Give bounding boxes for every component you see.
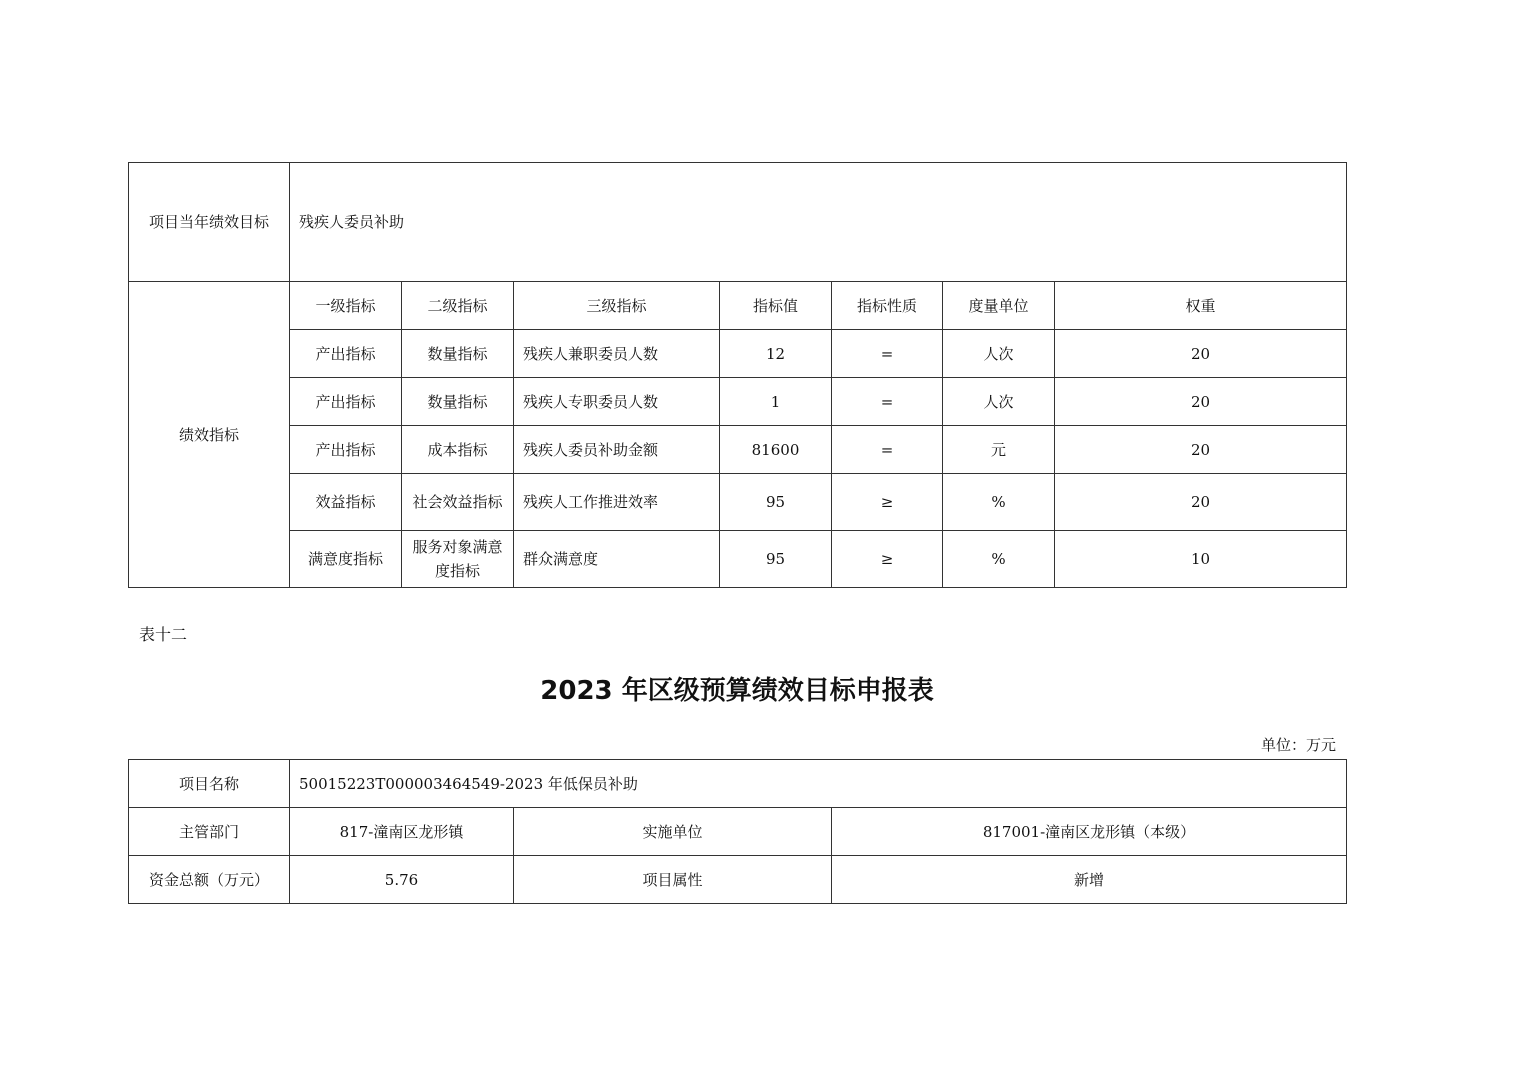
table-cell: 20: [1055, 426, 1347, 474]
table-cell: =: [832, 378, 943, 426]
table-cell: 20: [1055, 330, 1347, 378]
goal-row: [129, 163, 1347, 282]
header-cell: 三级指标: [514, 282, 720, 330]
table-cell: 95: [720, 531, 832, 588]
attr-value: 新增: [832, 856, 1347, 904]
table-cell: 人次: [943, 330, 1055, 378]
fund-value: 5.76: [290, 856, 514, 904]
header-cell: 一级指标: [290, 282, 402, 330]
unit-label: 单位：万元: [1260, 736, 1336, 754]
project-name-value: 50015223T000003464549-2023 年低保员补助: [290, 760, 1347, 808]
table-cell: 满意度指标: [290, 531, 402, 588]
table-row: [129, 330, 1347, 378]
impl-value: 817001-潼南区龙形镇（本级）: [832, 808, 1347, 856]
header-cell: 度量单位: [943, 282, 1055, 330]
performance-indicator-table: [128, 162, 1347, 588]
attr-label: 项目属性: [514, 856, 832, 904]
table-cell: 成本指标: [402, 426, 514, 474]
goal-value: 残疾人委员补助: [290, 163, 1347, 282]
table-cell: =: [832, 426, 943, 474]
header-cell: 二级指标: [402, 282, 514, 330]
table-cell: 残疾人兼职委员人数: [514, 330, 720, 378]
table-row: [129, 426, 1347, 474]
table-row: [129, 808, 1347, 856]
table-cell: 12: [720, 330, 832, 378]
table-cell: 数量指标: [402, 330, 514, 378]
header-cell: 指标性质: [832, 282, 943, 330]
project-info-table: [128, 759, 1347, 904]
section-label: 绩效指标: [129, 282, 290, 588]
dept-value: 817-潼南区龙形镇: [290, 808, 514, 856]
table-row: [129, 531, 1347, 588]
header-row: [129, 282, 1347, 330]
table-cell: 残疾人专职委员人数: [514, 378, 720, 426]
table-cell: 产出指标: [290, 378, 402, 426]
table-cell: 残疾人工作推进效率: [514, 474, 720, 531]
header-cell: 权重: [1055, 282, 1347, 330]
project-name-label: 项目名称: [129, 760, 290, 808]
table-row: [129, 760, 1347, 808]
impl-label: 实施单位: [514, 808, 832, 856]
table-cell: 产出指标: [290, 426, 402, 474]
table-cell: =: [832, 330, 943, 378]
table-number: 表十二: [139, 625, 188, 644]
table-cell: 效益指标: [290, 474, 402, 531]
table-cell: ≥: [832, 531, 943, 588]
page-title: 2023 年区级预算绩效目标申报表: [540, 676, 934, 706]
table-cell: %: [943, 474, 1055, 531]
table-cell: 群众满意度: [514, 531, 720, 588]
table-cell: %: [943, 531, 1055, 588]
table-cell: 社会效益指标: [402, 474, 514, 531]
table-cell: 1: [720, 378, 832, 426]
fund-label: 资金总额（万元）: [129, 856, 290, 904]
goal-label: 项目当年绩效目标: [129, 163, 290, 282]
table-row: [129, 378, 1347, 426]
table-row: [129, 856, 1347, 904]
table-cell: 数量指标: [402, 378, 514, 426]
table-cell: 人次: [943, 378, 1055, 426]
table-cell: 81600: [720, 426, 832, 474]
table-cell: 元: [943, 426, 1055, 474]
dept-label: 主管部门: [129, 808, 290, 856]
table-cell: 95: [720, 474, 832, 531]
table-cell: 10: [1055, 531, 1347, 588]
table-cell: 服务对象满意度指标: [402, 531, 514, 588]
table-cell: 20: [1055, 474, 1347, 531]
table-cell: 20: [1055, 378, 1347, 426]
table-cell: ≥: [832, 474, 943, 531]
header-cell: 指标值: [720, 282, 832, 330]
table-cell: 残疾人委员补助金额: [514, 426, 720, 474]
table-row: [129, 474, 1347, 531]
table-cell: 产出指标: [290, 330, 402, 378]
